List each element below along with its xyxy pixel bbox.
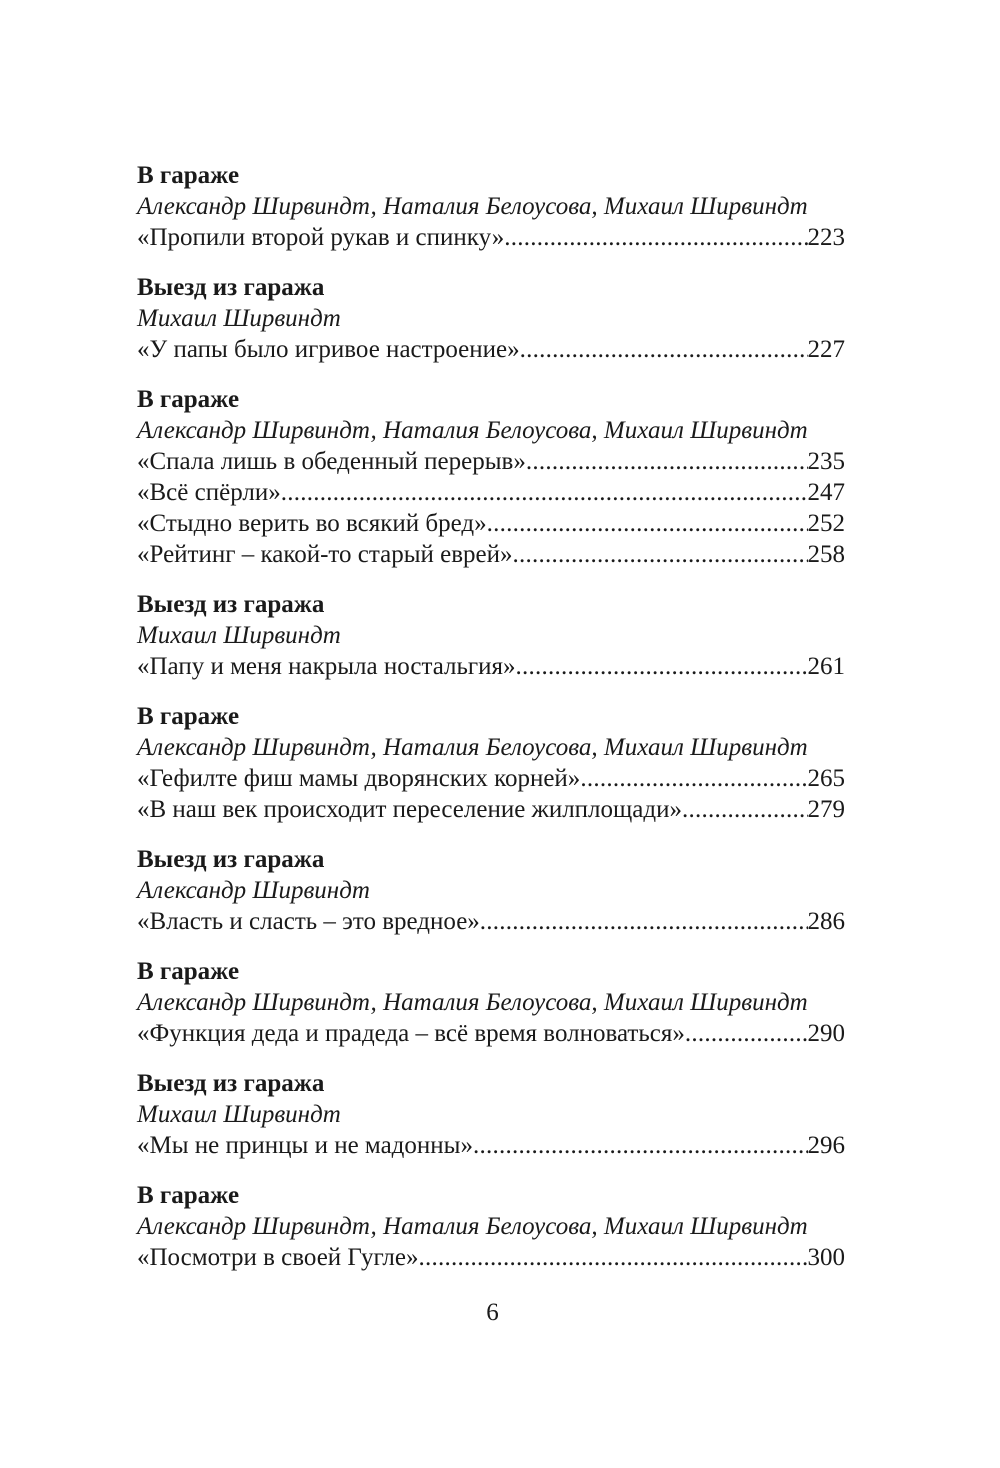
entry-page-number: 252 [807,510,845,537]
entry-title: «Всё спёрли» [137,479,281,506]
entry-title: «Стыдно верить во всякий бред» [137,510,487,537]
table-of-contents [137,160,845,1292]
toc-entry [137,334,845,365]
toc-entry [137,906,845,937]
toc-entry [137,222,845,253]
entry-title: «Функция деда и прадеда – всё время волноваться» [137,1020,685,1047]
toc-section [137,589,845,682]
toc-entry [137,1242,845,1273]
entry-page-number: 286 [807,908,845,935]
section-authors: Александр Ширвиндт, Наталия Белоусова, Михаил Ширвиндт [137,989,808,1016]
entry-page-number: 223 [807,224,845,251]
entry-page-number: 279 [807,796,845,823]
entry-page-number: 227 [807,336,845,363]
page-number: 6 [486,1299,499,1326]
section-heading: Выезд из гаража [137,591,325,618]
section-heading: Выезд из гаража [137,846,325,873]
entry-title: «Спала лишь в обеденный перерыв» [137,448,526,475]
section-heading: Выезд из гаража [137,1070,325,1097]
section-heading: В гараже [137,958,240,985]
section-heading: В гараже [137,386,240,413]
toc-entry [137,446,845,477]
toc-entry [137,539,845,570]
dot-leader [480,906,808,937]
toc-entry [137,794,845,825]
dot-leader [520,334,808,365]
toc-section [137,844,845,937]
toc-section [137,272,845,365]
entry-title: «Власть и сласть – это вредное» [137,908,480,935]
section-authors: Александр Ширвиндт, Наталия Белоусова, Михаил Ширвиндт [137,417,808,444]
section-heading: Выезд из гаража [137,274,325,301]
toc-section [137,160,845,253]
section-heading: В гараже [137,162,240,189]
toc-section [137,1068,845,1161]
section-authors: Михаил Ширвиндт [137,305,341,332]
dot-leader [516,651,808,682]
dot-leader [473,1130,808,1161]
entry-page-number: 265 [807,765,845,792]
section-heading: В гараже [137,703,240,730]
toc-entry [137,763,845,794]
dot-leader [682,794,808,825]
dot-leader [526,446,808,477]
entry-page-number: 235 [807,448,845,475]
toc-entry [137,477,845,508]
section-authors: Александр Ширвиндт, Наталия Белоусова, Михаил Ширвиндт [137,193,808,220]
toc-entry [137,508,845,539]
entry-page-number: 258 [807,541,845,568]
section-authors: Александр Ширвиндт, Наталия Белоусова, Михаил Ширвиндт [137,734,808,761]
entry-title: «В наш век происходит переселение жилплощади» [137,796,682,823]
entry-page-number: 290 [807,1020,845,1047]
dot-leader [419,1242,808,1273]
section-authors: Александр Ширвиндт [137,877,370,904]
section-authors: Михаил Ширвиндт [137,622,341,649]
entry-title: «Гефилте фиш мамы дворянских корней» [137,765,581,792]
dot-leader [281,477,808,508]
entry-title: «Мы не принцы и не мадонны» [137,1132,473,1159]
toc-section [137,384,845,570]
dot-leader [513,539,808,570]
dot-leader [685,1018,808,1049]
entry-title: «Папу и меня накрыла ностальгия» [137,653,516,680]
entry-page-number: 296 [807,1132,845,1159]
section-authors: Александр Ширвиндт, Наталия Белоусова, Михаил Ширвиндт [137,1213,808,1240]
entry-page-number: 247 [807,479,845,506]
section-heading: В гараже [137,1182,240,1209]
section-authors: Михаил Ширвиндт [137,1101,341,1128]
dot-leader [504,222,807,253]
toc-section [137,1180,845,1273]
entry-title: «Пропили второй рукав и спинку» [137,224,505,251]
entry-title: «Посмотри в своей Гугле» [137,1244,419,1271]
entry-title: «Рейтинг – какой-то старый еврей» [137,541,513,568]
entry-page-number: 261 [807,653,845,680]
dot-leader [487,508,808,539]
toc-entry [137,1018,845,1049]
entry-title: «У папы было игривое настроение» [137,336,520,363]
toc-section [137,956,845,1049]
dot-leader [580,763,807,794]
entry-page-number: 300 [807,1244,845,1271]
toc-section [137,701,845,825]
toc-entry [137,651,845,682]
toc-entry [137,1130,845,1161]
